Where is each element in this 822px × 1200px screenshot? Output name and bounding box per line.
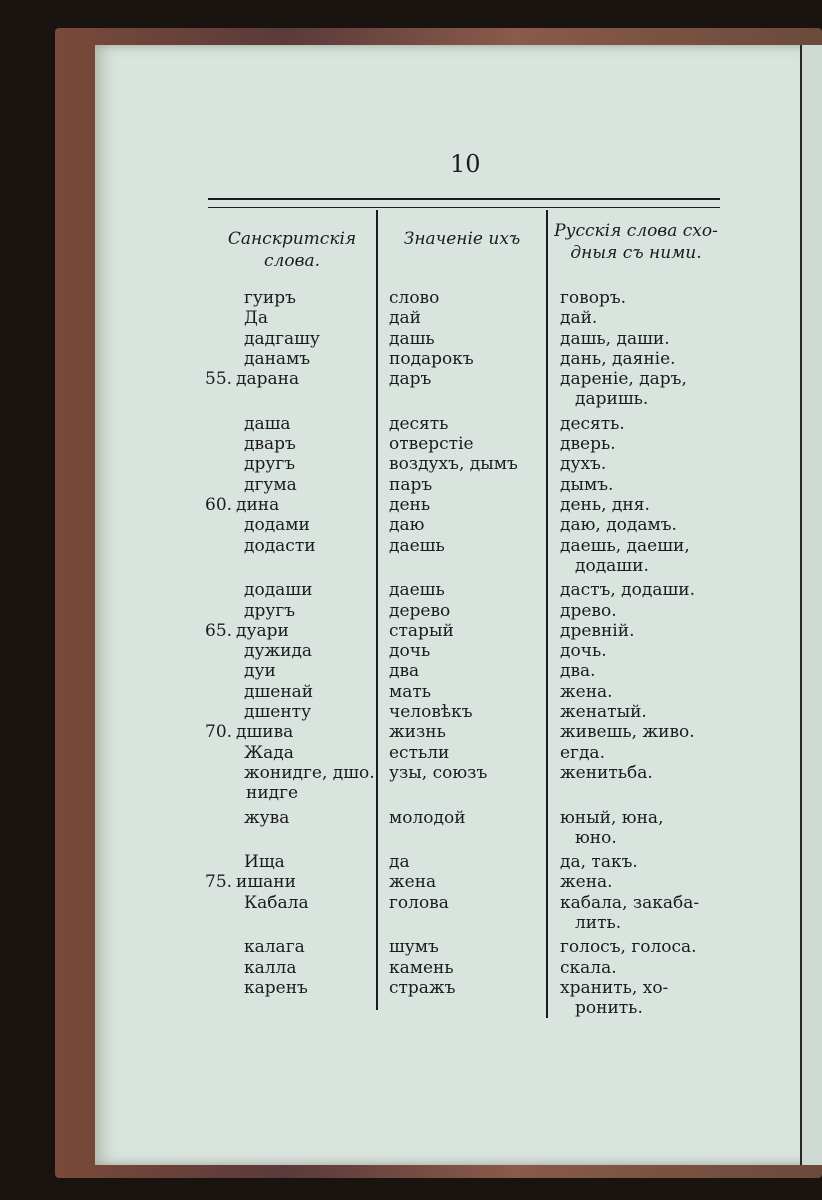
russian-word: кабала, закаба- — [560, 892, 700, 913]
meaning-word: узы, союзъ — [389, 762, 488, 783]
meaning-word: воздухъ, дымъ — [389, 454, 518, 475]
meaning-word: день — [389, 495, 431, 515]
meaning-word: камень — [389, 957, 454, 978]
sanskrit-word: дуари — [236, 620, 289, 641]
russian-word: дочь. — [560, 641, 607, 662]
meaning-word: дочь — [389, 641, 431, 662]
russian-word-continuation: додаши. — [575, 555, 649, 576]
russian-word: женатый. — [560, 702, 647, 722]
sanskrit-word: дадгашу — [244, 328, 320, 349]
russian-word: скала. — [560, 957, 617, 978]
meaning-word: шумъ — [389, 937, 439, 958]
meaning-word: дай — [389, 308, 421, 329]
meaning-word: человѣкъ — [389, 702, 473, 722]
meaning-word: молодой — [389, 807, 466, 828]
sanskrit-word: другъ — [244, 600, 296, 621]
sanskrit-word: ишани — [236, 872, 296, 893]
russian-word: голосъ, голоса. — [560, 937, 697, 958]
sanskrit-word: Кабала — [244, 892, 309, 913]
russian-word: жена. — [560, 681, 613, 702]
page-number: 10 — [450, 150, 481, 178]
sanskrit-word: додаши — [244, 580, 313, 601]
row-number: 65. — [205, 620, 233, 641]
sanskrit-word: данамъ — [244, 348, 311, 369]
meaning-word: даешь — [389, 580, 445, 601]
meaning-word: отверстіе — [389, 434, 474, 455]
russian-word: женитьба. — [560, 762, 653, 783]
sanskrit-word: гуиръ — [244, 288, 296, 308]
russian-word: духъ. — [560, 454, 607, 475]
meaning-word: десять — [389, 413, 449, 434]
row-number: 55. — [205, 369, 233, 390]
russian-word: древній. — [560, 620, 635, 641]
russian-word: жена. — [560, 872, 613, 893]
sanskrit-word: Ища — [244, 852, 285, 873]
meaning-word: мать — [389, 681, 432, 702]
sanskrit-word: дваръ — [244, 434, 296, 455]
meaning-word: голова — [389, 892, 449, 913]
sanskrit-word: дарана — [236, 369, 300, 390]
sanskrit-word: другъ — [244, 454, 296, 475]
meaning-word: два — [389, 661, 420, 682]
header-meaning: Значеніе ихъ — [403, 229, 521, 249]
sanskrit-word: калла — [244, 957, 297, 978]
russian-word: дашь, даши. — [560, 328, 670, 349]
meaning-word: старый — [389, 620, 454, 641]
russian-word: егда. — [560, 742, 605, 763]
row-number: 70. — [205, 722, 233, 743]
meaning-word: естьли — [389, 742, 450, 763]
sanskrit-word: дшенту — [244, 702, 312, 722]
sanskrit-word-continuation: нидге — [246, 783, 299, 804]
russian-word: древо. — [560, 600, 617, 621]
russian-word-continuation: лить. — [575, 912, 622, 933]
meaning-word: паръ — [389, 474, 433, 495]
russian-word: дань, даяніе. — [560, 348, 676, 369]
sanskrit-word: каренъ — [244, 977, 308, 998]
russian-word: хранить, хо- — [560, 977, 669, 998]
russian-word: день, дня. — [560, 495, 650, 515]
russian-word: даю, додамъ. — [560, 515, 677, 536]
meaning-word: дерево — [389, 600, 451, 621]
sanskrit-word: Да — [244, 308, 268, 329]
meaning-word: да — [389, 852, 410, 873]
meaning-word: жена — [389, 872, 437, 893]
header-sanskrit: Санскритскія слова. — [227, 229, 357, 271]
meaning-word: дашь — [389, 328, 435, 349]
sanskrit-word: даша — [244, 413, 291, 434]
russian-word: да, такъ. — [560, 852, 638, 873]
sanskrit-word: дуи — [244, 661, 276, 682]
russian-word: два. — [560, 661, 596, 682]
sanskrit-word: дина — [236, 495, 280, 515]
sanskrit-word: дгума — [244, 474, 297, 495]
meaning-word: даръ — [389, 369, 432, 390]
sanskrit-word: Жада — [244, 742, 294, 763]
russian-word-continuation: даришь. — [575, 389, 649, 410]
russian-word: дай. — [560, 308, 598, 329]
sanskrit-word: дшенай — [244, 681, 314, 702]
meaning-word: жизнь — [389, 722, 446, 743]
russian-word: дареніе, даръ, — [560, 369, 687, 390]
sanskrit-word: додами — [244, 515, 310, 536]
row-number: 60. — [205, 495, 233, 515]
meaning-word: даешь — [389, 535, 445, 556]
russian-word: десять. — [560, 413, 625, 434]
russian-word: живешь, живо. — [560, 722, 695, 743]
russian-word: дымъ. — [560, 474, 614, 495]
header-russian: Русскія слова схо-дныя съ ними. — [554, 221, 718, 263]
meaning-word: стражъ — [389, 977, 456, 998]
sanskrit-word: дшива — [236, 722, 294, 743]
russian-word: дастъ, додаши. — [560, 580, 695, 601]
meaning-word: подарокъ — [389, 348, 474, 369]
sanskrit-word: жонидге, дшо. — [244, 762, 375, 783]
russian-word: даешь, даеши, — [560, 535, 690, 556]
russian-word: дверь. — [560, 434, 616, 455]
sanskrit-word: дужида — [244, 641, 313, 662]
meaning-word: даю — [389, 515, 425, 536]
sanskrit-word: додасти — [244, 535, 316, 556]
meaning-word: слово — [389, 288, 440, 308]
russian-word-continuation: юно. — [575, 827, 617, 848]
sanskrit-word: жува — [244, 807, 290, 828]
row-number: 75. — [205, 872, 233, 893]
russian-word: говоръ. — [560, 288, 627, 308]
sanskrit-word: калага — [244, 937, 305, 958]
russian-word-continuation: ронить. — [575, 998, 643, 1019]
russian-word: юный, юна, — [560, 807, 664, 828]
